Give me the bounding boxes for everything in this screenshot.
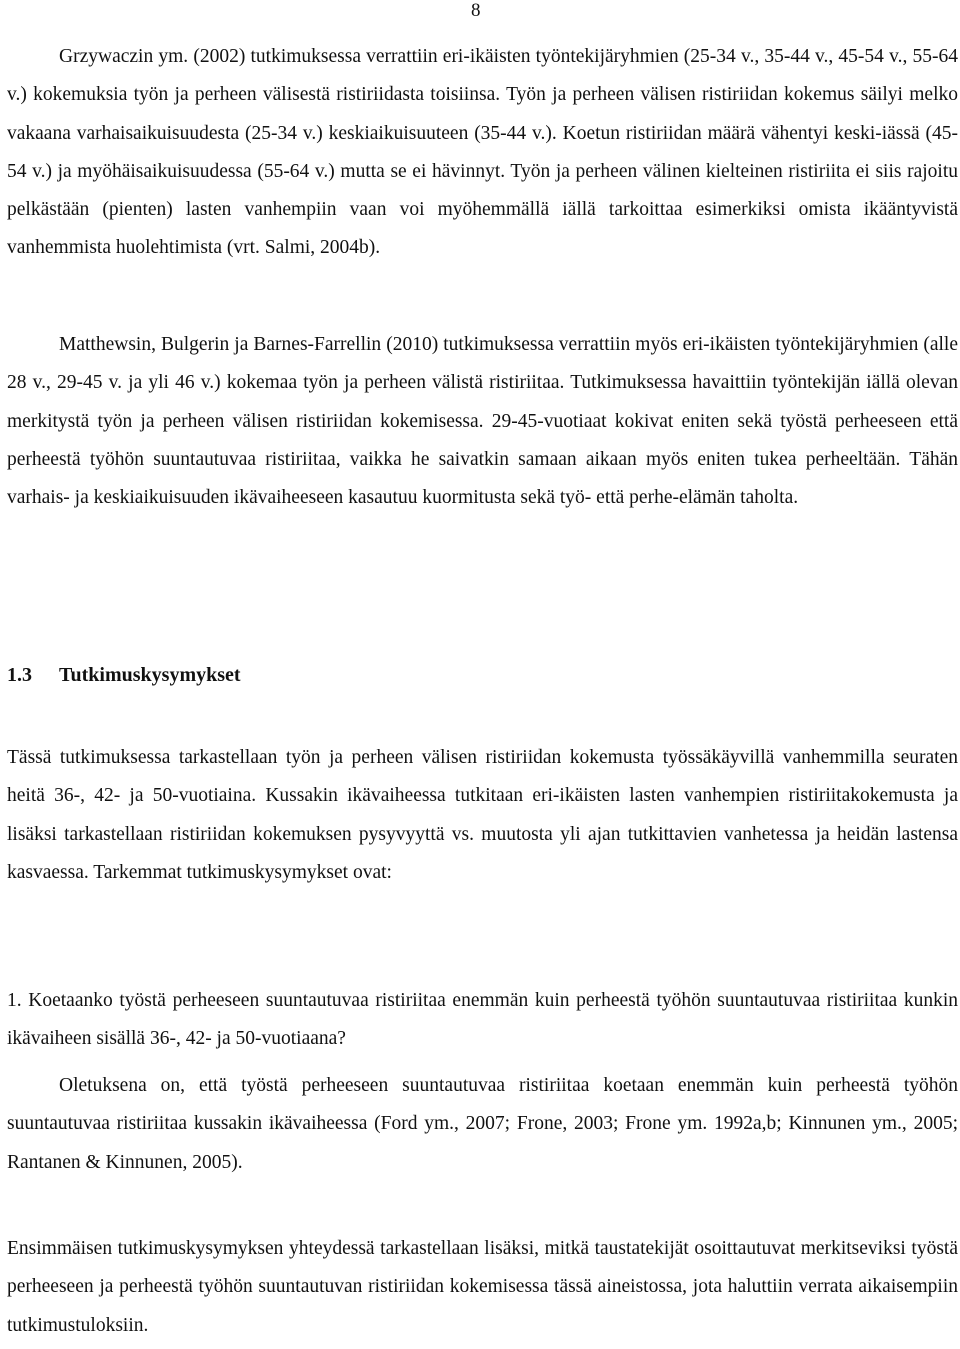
- paragraph-background-factors: Ensimmäisen tutkimuskysymyksen yhteydessä tarkastellaan lisäksi, mitkä taustatekijät osoittautuvat merkitseviksi työstä perheeseen ja perheestä työhön suuntautuvan ristiriidan kokemisessa tässä aineistossa, jota haluttiin verrata aikaisempiin tutkimustuloksiin.: [7, 1238, 958, 1336]
- research-question-one: 1. Koetaanko työstä perheeseen suuntautuvaa ristiriitaa enemmän kuin perheestä työhön suuntautuvaa ristiriitaa kunkin ikävaiheen sisällä 36-, 42- ja 50-vuotiaana?: [7, 990, 958, 1050]
- page-number: 8: [471, 0, 481, 21]
- section-title: Tutkimuskysymykset: [59, 664, 241, 686]
- paragraph-grzywacz-study: Grzywaczin ym. (2002) tutkimuksessa verrattiin eri-ikäisten työntekijäryhmien (25-34 v., 35-44 v., 45-54 v., 55-64 v.) kokemuksia työn ja perheen välisestä ristiriidasta toisiinsa. Työn ja perheen välisen ristiriidan kokemus säilyi melko vakaana varhaisaikuisuudesta (25-34 v.) keskiaikuisuuteen (35-44 v.). Koetun ristiriidan määrä vähentyi keski-iässä (45-54 v.) ja myöhäisaikuisuudessa (55-64 v.) mutta se ei hävinnyt. Työn ja perheen välinen kielteinen ristiriita ei siis rajoitu pelkästään (pienten) lasten vanhempiin vaan voi myöhemmällä iällä tarkoittaa esimerkiksi omista ikääntyvistä vanhemmista huolehtimista (vrt. Salmi, 2004b).: [7, 46, 958, 259]
- paragraph-matthews-study: Matthewsin, Bulgerin ja Barnes-Farrellin (2010) tutkimuksessa verrattiin myös eri-ikäisten työntekijäryhmien (alle 28 v., 29-45 v. ja yli 46 v.) kokemaa työn ja perheen välistä ristiriitaa. Tutkimuksessa havaittiin työntekijän iällä olevan merkitystä työn ja perheen välisen ristiriidan kokemisessa. 29-45-vuotiaat kokivat eniten sekä työstä perheeseen että perheestä työhön suuntautuvaa ristiriitaa, vaikka he saivatkin samaan aikaan myös eniten tukea perheeltään. Tähän varhais- ja keskiaikuisuuden ikävaiheeseen kasautuu kuormitusta sekä työ- että perhe-elämän taholta.: [7, 334, 958, 509]
- section-heading: [7, 660, 241, 690]
- paragraph-hypothesis: Oletuksena on, että työstä perheeseen suuntautuvaa ristiriitaa koetaan enemmän kuin perheestä työhön suuntautuvaa ristiriitaa kussakin ikävaiheessa (Ford ym., 2007; Frone, 2003; Frone ym. 1992a,b; Kinnunen ym., 2005; Rantanen & Kinnunen, 2005).: [7, 1075, 958, 1173]
- paragraph-study-overview: Tässä tutkimuksessa tarkastellaan työn ja perheen välisen ristiriidan kokemusta työssäkäyvillä vanhemmilla seuraten heitä 36-, 42- ja 50-vuotiaina. Kussakin ikävaiheessa tutkitaan eri-ikäisten lasten vanhempien ristiriitakokemusta ja lisäksi tarkastellaan ristiriidan kokemuksen pysyvyyttä vs. muutosta yli ajan tutkittavien vanhetessa ja heidän lastensa kasvaessa. Tarkemmat tutkimuskysymykset ovat:: [7, 747, 958, 883]
- section-number: 1.3: [7, 664, 32, 686]
